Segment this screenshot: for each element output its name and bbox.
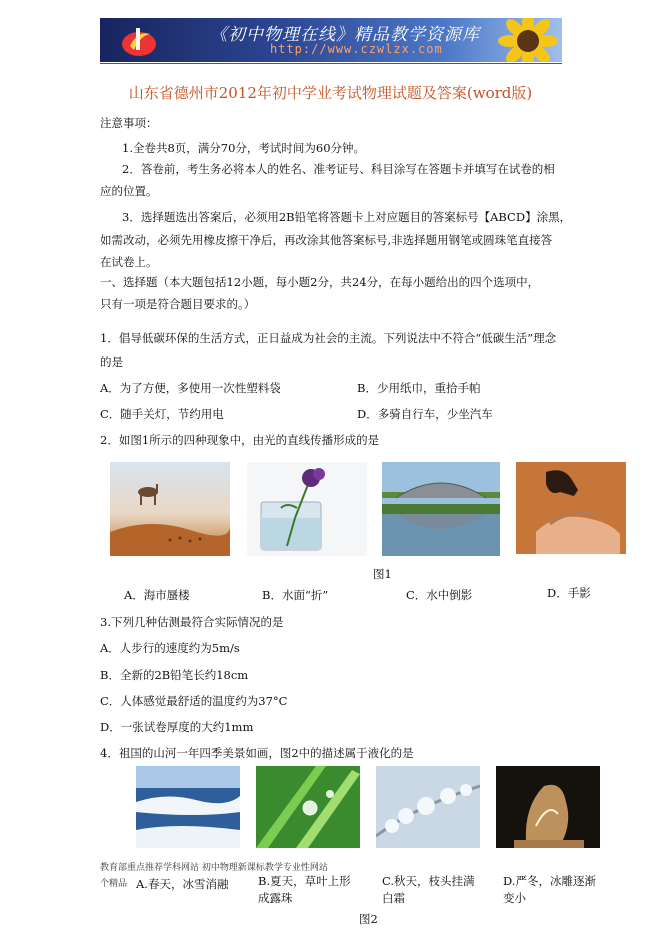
q4-option-b-line-2: 成露珠 bbox=[258, 891, 293, 905]
dewdrop-image bbox=[256, 766, 360, 848]
q3-option-c: C．人体感觉最舒适的温度约为37°C bbox=[100, 694, 288, 708]
stadium-reflection-image bbox=[382, 462, 500, 556]
sunflower-icon bbox=[490, 18, 560, 62]
figure-1-label: 图1 bbox=[373, 567, 392, 581]
q4-option-d-line-2: 变小 bbox=[503, 891, 526, 905]
header-rule bbox=[100, 63, 562, 64]
q1-stem-line-1: 1．倡导低碳环保的生活方式，正日益成为社会的主流。下列说法中不符合“低碳生活”理念 bbox=[100, 331, 557, 345]
q1-option-b: B．少用纸巾，重拾手帕 bbox=[357, 381, 481, 395]
ice-sculpture-image bbox=[496, 766, 600, 848]
note-2-line-2: 应的位置。 bbox=[100, 184, 158, 198]
q1-option-a: A．为了方便，多使用一次性塑料袋 bbox=[100, 381, 281, 395]
note-1: 1.全卷共8页，满分70分，考试时间为60分钟。 bbox=[122, 141, 366, 155]
banner-title: 《初中物理在线》精品教学资源库 bbox=[210, 25, 480, 45]
q3-option-b: B．全新的2B铅笔长约18cm bbox=[100, 668, 249, 682]
notes-heading: 注意事项： bbox=[100, 116, 158, 130]
document-title: 山东省德州市2012年初中学业考试物理试题及答案(word版) bbox=[128, 84, 533, 102]
q2-option-a: A．海市蜃楼 bbox=[124, 588, 190, 602]
frost-branch-image bbox=[376, 766, 480, 848]
banner-url[interactable]: http://www.czwlzx.com bbox=[270, 42, 443, 56]
note-3-line-1: 3．选择题选出答案后，必须用2B铅笔将答题卡上对应题目的答案标号【ABCD】涂黑， bbox=[122, 210, 572, 224]
q4-option-d-line-1: D.严冬，冰雕逐渐 bbox=[503, 874, 596, 888]
melting-snow-image bbox=[136, 766, 240, 848]
q2-stem: 2．如图1所示的四种现象中，由光的直线传播形成的是 bbox=[100, 433, 380, 447]
q2-option-c: C．水中倒影 bbox=[406, 588, 473, 602]
bent-flower-image bbox=[247, 462, 367, 556]
q3-stem: 3.下列几种估测最符合实际情况的是 bbox=[100, 615, 284, 629]
mirage-image bbox=[110, 462, 230, 556]
q4-option-c-line-2: 白霜 bbox=[382, 891, 405, 905]
hand-shadow-image bbox=[516, 462, 626, 554]
q1-stem-line-2: 的是 bbox=[100, 355, 123, 369]
figure-2-label: 图2 bbox=[359, 912, 378, 926]
footer-line-1: 教育部重点推荐学科网站 初中物理新课标教学专业性网站 bbox=[100, 863, 328, 873]
q1-option-d: D．多骑自行车，少坐汽车 bbox=[357, 407, 493, 421]
header-banner bbox=[100, 18, 562, 62]
footer-line-2: 个精品 bbox=[100, 879, 128, 889]
site-logo-icon bbox=[120, 24, 158, 58]
q4-option-c-line-1: C.秋天，枝头挂满 bbox=[382, 874, 475, 888]
note-3-line-2: 如需改动，必须先用橡皮擦干净后，再改涂其他答案标号,非选择题用钢笔或圆珠笔直接答 bbox=[100, 233, 553, 247]
section-heading-line-1: 一、选择题（本大题包括12小题，每小题2分，共24分，在每小题给出的四个选项中， bbox=[100, 275, 540, 289]
q3-option-d: D．一张试卷厚度的大约1mm bbox=[100, 720, 254, 734]
q2-option-b: B．水面“折” bbox=[262, 588, 329, 602]
section-heading-line-2: 只有一项是符合题目要求的。） bbox=[100, 297, 256, 311]
q4-stem: 4．祖国的山河一年四季美景如画，图2中的描述属于液化的是 bbox=[100, 746, 414, 760]
q3-option-a: A．人步行的速度约为5m/s bbox=[100, 641, 240, 655]
note-2-line-1: 2．答卷前，考生务必将本人的姓名、准考证号、科目涂写在答题卡并填写在试卷的相 bbox=[122, 162, 555, 176]
q2-option-d: D．手影 bbox=[547, 586, 591, 600]
q4-option-b-line-1: B.夏天，草叶上形 bbox=[258, 874, 351, 888]
q1-option-c: C．随手关灯，节约用电 bbox=[100, 407, 224, 421]
q4-option-a: A.春天，冰雪消融 bbox=[136, 877, 229, 891]
note-3-line-3: 在试卷上。 bbox=[100, 255, 158, 269]
